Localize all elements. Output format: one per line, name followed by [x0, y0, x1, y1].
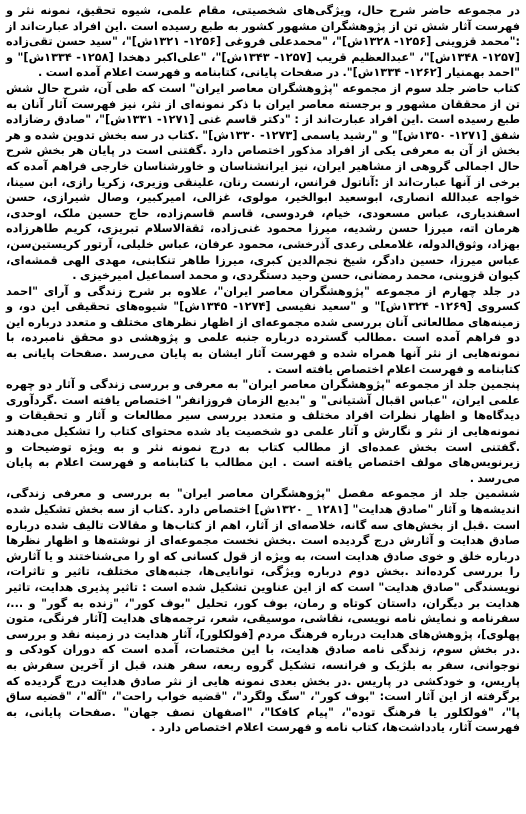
paragraph-volume-six: ششمین جلد از مجموعه مفصل "پژوهشگران معاصر ایران" به بررسی و معرفی زندگی، اندیشه‌ها و آثار "صادق هدایت" [۱۲۸۱ _ ۱۳۲۰ش] اختصاص دارد .کتاب از سه بخش تشکیل شده است .قبل از بخش‌های سه گانه، خلاصه‌ای از آثار، اهم از کتاب‌ها و مقالات تالیف شده درباره صادق هدایت و آثارش درج گردیده است .بخش نخست مجموعه‌ای از نوشته‌ها و اظهار نظرها درباره خلق و خوی صادق هدایت است، به ویژه از قول کسانی که او را می‌شناختند و یا آثارش را بررسی کرده‌اند .بخش دوم درباره ویژگی، توانایی‌ها، جنبه‌های مختلف، تاثیر و تاثرات، نویسندگی "صادق هدایت" است که از این عناوین تشکیل شده است : تاثیر پذیری هدایت، تاثیر هدایت بر دیگران، داستان کوتاه و رمان، بوف کور، تحلیل "بوف کور"، "زنده به گور" و ...، سفرنامه و نمایش نامه نویسی، نقاشی، موسیقی، شعر، ترجمه‌های هدایت [آثار فرنگی، متون پهلوی]، پژوهش‌های هدایت درباره فرهنگ مردم [فولکلور]، آثار هدایت در زمینه نقد و بررسی .در بخش سوم، زندگی نامه صادق هدایت، با این مختصات، آمده است که دوران کودکی و نوجوانی، سفر به بلژیک و فرانسه، تشکیل گروه ربعه، سفر هند، قبل از آخرین سفرش به پاریس، و خودکشی در پاریس .در بخش بعدی نمونه هایی از نثر صادق هدایت درج گردیده که برگرفته از این آثار است: "بوف کور"، "سگ ولگرد"، "قضیه خواب راحت"، "آله"، "قضیه ساق پا"، "فولکلور یا فرهنگ توده"، "پیام کافکا"، "اصفهان نصف جهان" .صفحات پایانی، به فهرست آثار، یادداشت‌ها، کتاب نامه و فهرست اعلام اختصاص دارد .	[6, 487, 521, 735]
paragraph-volume-four: در جلد چهارم از مجموعه "پژوهشگران معاصر ایران"، علاوه بر شرح زندگی و آرای "احمد کسروی [۱۲۶۹- ۱۳۲۴ش]" و "سعید نفیسی [۱۲۷۴- ۱۳۴۵ش]" شیوه‌های تحقیقی این دو، و زمینه‌های مطالعاتی آنان بررسی شده مجموعه‌ای از اظهار نظرهای مختلف و متعدد درباره این دو فراهم آمده است .مطالب گسترده درباره جنبه علمی و پژوهشی دو محقق نامبرده، با نمونه‌هایی از نثر آنها همراه شده و فهرست آثار ایشان به پایان می‌رسد .صفحات پایانی به کتابنامه و فهرست اعلام اختصاص یافته است .	[6, 284, 520, 376]
paragraph-volume-five: پنجمین جلد از مجموعه "پژوهشگران معاصر ایران" به معرفی و بررسی زندگی و آثار دو چهره علمی ایران، "عباس اقبال آشتیانی" و "بدیع الزمان فروزانفر" اختصاص یافته است .گردآوری دیدگاه‌ها و اظهار نظرات افراد مختلف و متعدد بررسی سیر مطالعات و آثار و تحقیقات و نمونه‌هایی از نثر و نگارش و آثار علمی دو شخصیت یاد شده محتوای کتاب را تشکیل می‌دهند .گفتنی است بخش عمده‌ای از مطالب کتاب به درج نمونه نثر و به ویژه توضیحات و زیرنویس‌های مولف اختصاص یافته است . این مطالب با کتابنامه و فهرست اعلام به پایان می‌رسد .	[6, 378, 520, 485]
paragraph-volume-intro: در مجموعه حاضر شرح حال، ویژگی‌های شخصیتی، مقام علمی، شیوه تحقیق، نمونه نثر و فهرست آثار شش تن از پژوهشگران مشهور کشور به طبع رسیده است .این افراد عبارت‌اند از :"محمد قزوینی [۱۲۵۶- ۱۳۲۸ش]"، "محمدعلی فروغی [۱۲۵۶- ۱۳۲۱ش]"، "سید حسن تقی‌زاده [۱۲۵۷- ۱۳۴۸ش]"، "عبدالعظیم قریب [۱۲۵۷- ۱۳۴۳ش]"، "علی‌اکبر دهخدا [۱۲۵۸- ۱۳۳۴ش]" و "احمد بهمنیار [۱۲۶۲- ۱۳۳۴ش]". در صفحات پایانی، کتابنامه و فهرست اعلام آمده است .	[6, 4, 520, 80]
paragraph-volume-three: کتاب حاضر جلد سوم از مجموعه "پژوهشگران معاصر ایران" است که طی آن، شرح حال شش تن از محققان مشهور و برجسته معاصر ایران با ذکر نمونه‌ای از نثر، نیز فهرست آثار آنان به طبع رسیده است .این افراد عبارت‌اند از : "دکتر قاسم غنی [۱۲۷۱- ۱۳۳۱ش]"، "صادق رضازاده شفق [۱۲۷۱- ۱۳۵۰ش]" و "رشید یاسمی [۱۲۷۳- ۱۳۳۰ش]" .کتاب در سه بخش تدوین شده و هر بخش از آن به معرفی یکی از افراد مذکور اختصاص دارد .گفتنی است در پایان هر بخش شرح حال اجمالی گروهی از مشاهیر ایران، نیز ایرانشناسان و خاورشناسان خارجی فراهم آمده که برخی از آنها عبارت‌اند از :آناتول فرانس، ارنست رنان، علینقی وزیری، زکریا رازی، ابن سینا، خواجه عبدالله انصاری، ابوسعید ابوالخیر، مولوی، غزالی، امیرکبیر، وصال شیرازی، حسن اسفندیاری، عباس مسعودی، خیام، فردوسی، قاسم قاسم‌زاده، حاج حسین ملک، اوحدی، هرمان اته، میرزا حسن رشدیه، میرزا محمود غنی‌زاده، ثقةالاسلام تبریزی، کریم طاهرزاده بهزاد، وثوق‌الدوله، غلامعلی رعدی آذرخشی، محمود عرفان، عباس خلیلی، آرتور کریستین‌سن، عباس میرزا، حسین دادگر، شیخ نجم‌الدین کبری، میرزا طاهر تنکابنی، مهدی الهی قمشه‌ای، کیوان قزوینی، محمد رمضانی، حسن وحید دستگردی، و محمد اسماعیل امیرخیزی .	[6, 81, 520, 283]
